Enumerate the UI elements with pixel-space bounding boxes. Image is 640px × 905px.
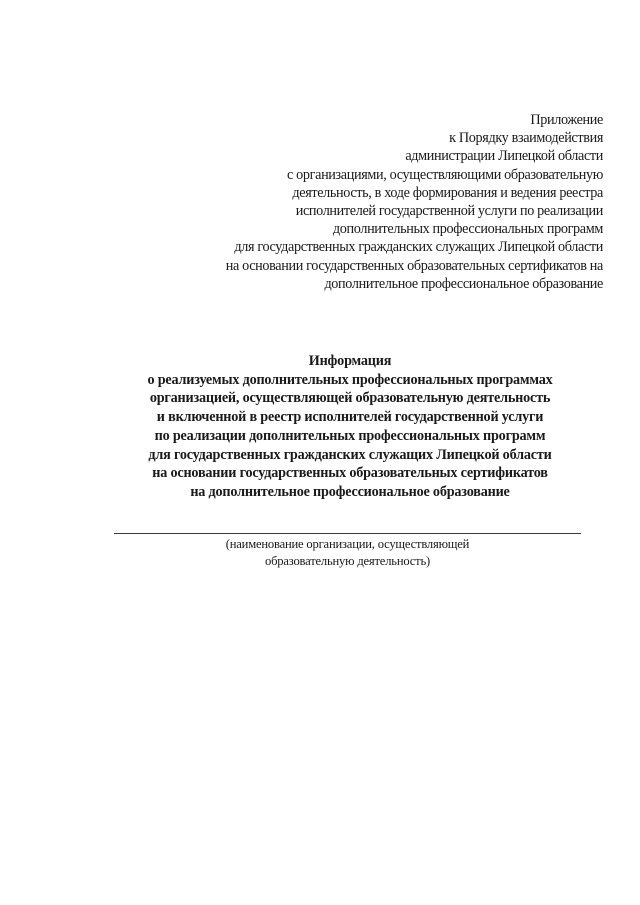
title-line: организацией, осуществляющей образовательную деятельность <box>149 390 551 407</box>
appendix-line: к Порядку взаимодействия <box>449 130 603 147</box>
document-title <box>100 352 600 502</box>
caption-line: образовательную деятельность) <box>264 553 431 568</box>
title-line: о реализуемых дополнительных профессиональных программах <box>147 371 553 388</box>
title-line: и включенной в реестр исполнителей государственной услуги <box>156 409 544 426</box>
organization-name-caption <box>114 536 581 569</box>
appendix-line: с организациями, осуществляющими образовательную <box>287 166 603 183</box>
appendix-line: для государственных гражданских служащих Липецкой области <box>234 239 603 256</box>
title-line: на основании государственных образовательных сертификатов <box>152 465 548 482</box>
appendix-line: дополнительных профессиональных программ <box>332 221 603 238</box>
appendix-line: исполнителей государственной услуги по реализации <box>295 203 603 220</box>
title-line: Информация <box>308 353 392 369</box>
appendix-line: Приложение <box>530 112 603 128</box>
appendix-line: на основании государственных образовательных сертификатов на <box>225 257 603 274</box>
appendix-header <box>133 111 603 293</box>
appendix-line: деятельность, в ходе формирования и ведения реестра <box>292 184 603 201</box>
caption-line: (наименование организации, осуществляющей <box>225 537 470 551</box>
title-line: для государственных гражданских служащих Липецкой области <box>148 446 552 463</box>
title-line: по реализации дополнительных профессиональных программ <box>154 427 546 444</box>
title-line: на дополнительное профессиональное образование <box>190 483 510 500</box>
appendix-line: администрации Липецкой области <box>405 148 603 165</box>
appendix-line: дополнительное профессиональное образование <box>324 275 603 292</box>
organization-name-line <box>114 533 581 534</box>
